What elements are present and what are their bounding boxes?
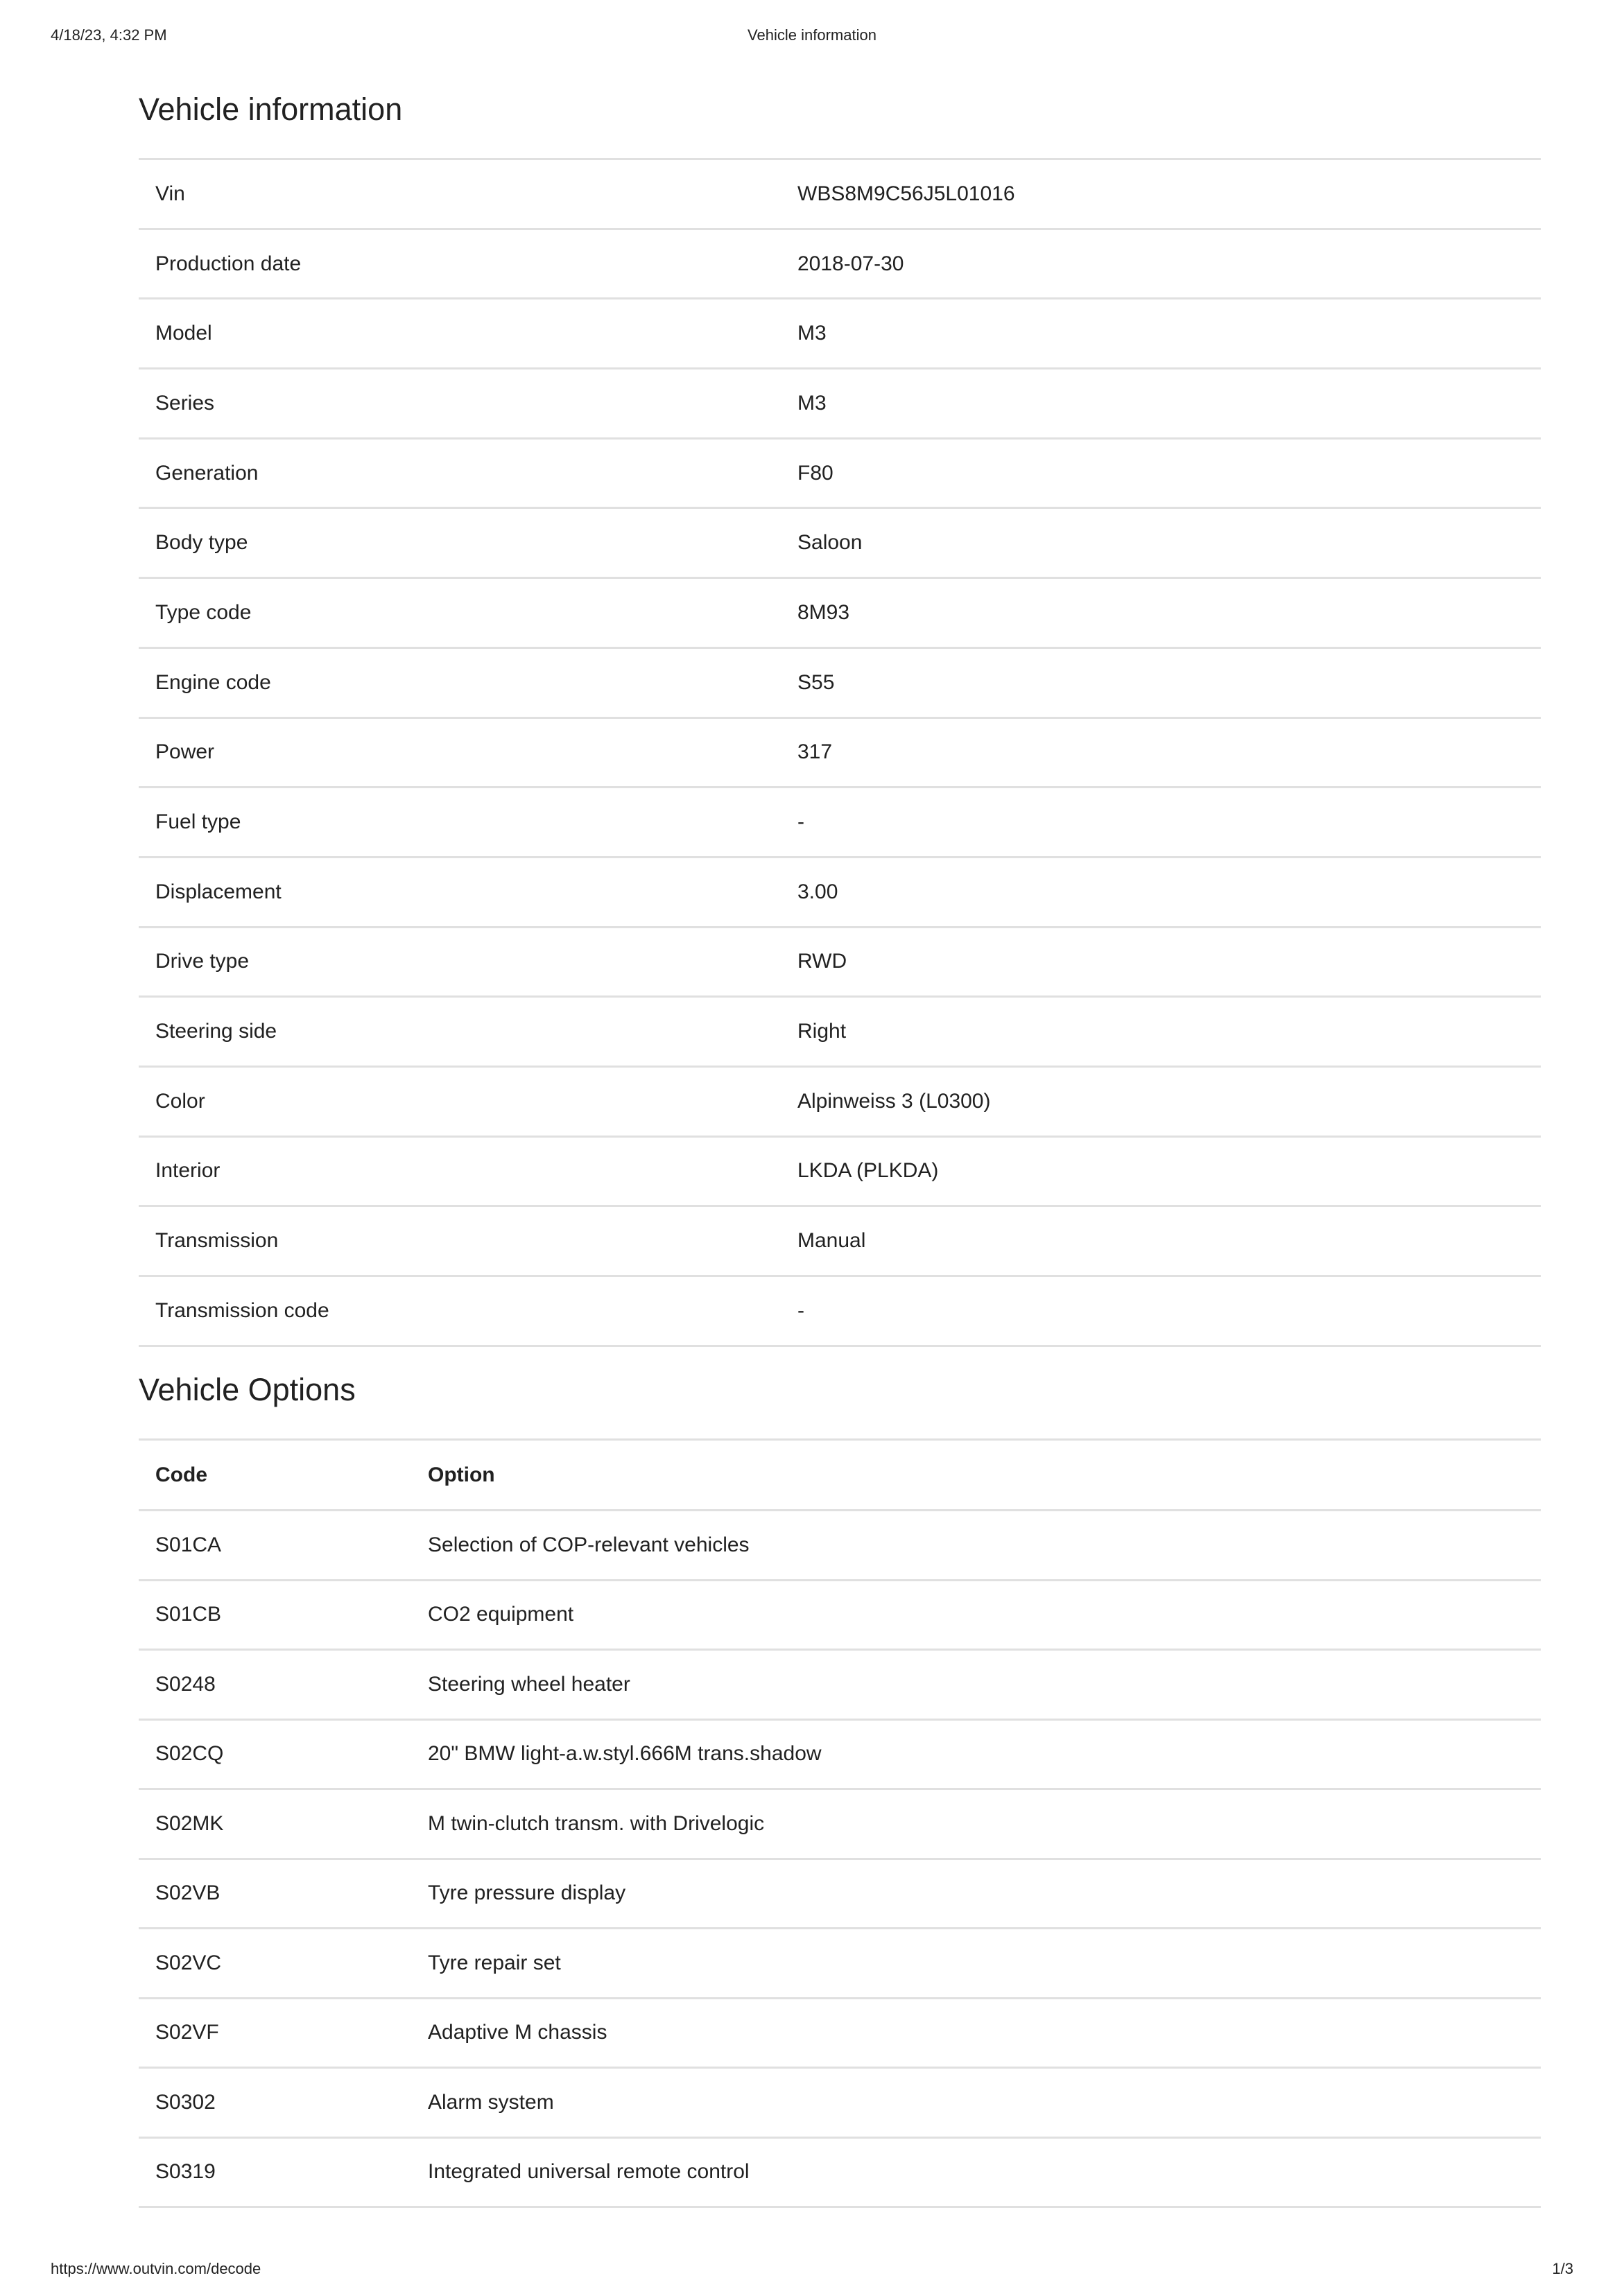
info-label: Vin <box>139 159 781 229</box>
info-value: M3 <box>781 299 1541 369</box>
info-label: Generation <box>139 438 781 508</box>
vehicle-information-heading: Vehicle information <box>139 92 403 127</box>
vehicle-information-section <box>139 89 1541 1347</box>
option-description: 20" BMW light-a.w.styl.666M trans.shadow <box>411 1719 1541 1789</box>
table-row <box>139 1719 1541 1789</box>
info-label: Fuel type <box>139 788 781 858</box>
option-description: Selection of COP-relevant vehicles <box>411 1511 1541 1581</box>
option-description: Integrated universal remote control <box>411 2137 1541 2207</box>
info-value: Saloon <box>781 508 1541 578</box>
info-value: S55 <box>781 647 1541 718</box>
option-code: S02MK <box>139 1789 411 1859</box>
option-code: S02CQ <box>139 1719 411 1789</box>
info-label: Drive type <box>139 927 781 997</box>
info-label: Model <box>139 299 781 369</box>
option-description: M twin-clutch transm. with Drivelogic <box>411 1789 1541 1859</box>
option-code: S02VB <box>139 1859 411 1929</box>
table-row <box>139 2068 1541 2138</box>
info-label: Power <box>139 718 781 788</box>
table-row <box>139 159 1541 229</box>
option-code: S02VC <box>139 1929 411 1999</box>
table-row <box>139 1206 1541 1276</box>
table-row <box>139 508 1541 578</box>
info-label: Engine code <box>139 647 781 718</box>
options-header-row <box>139 1440 1541 1511</box>
info-value: 3.00 <box>781 857 1541 927</box>
info-label: Interior <box>139 1136 781 1206</box>
info-value: LKDA (PLKDA) <box>781 1136 1541 1206</box>
info-value: Alpinweiss 3 (L0300) <box>781 1066 1541 1136</box>
vehicle-options-heading: Vehicle Options <box>139 1372 356 1407</box>
info-label: Transmission <box>139 1206 781 1276</box>
option-description: Steering wheel heater <box>411 1650 1541 1720</box>
info-label: Transmission code <box>139 1276 781 1346</box>
info-value: 317 <box>781 718 1541 788</box>
column-header-code: Code <box>139 1440 411 1511</box>
info-label: Displacement <box>139 857 781 927</box>
table-row <box>139 229 1541 299</box>
table-row <box>139 718 1541 788</box>
table-row <box>139 1066 1541 1136</box>
vehicle-options-table <box>139 1438 1541 2208</box>
table-row <box>139 788 1541 858</box>
table-row <box>139 438 1541 508</box>
info-value: 2018-07-30 <box>781 229 1541 299</box>
info-value: M3 <box>781 369 1541 439</box>
table-row <box>139 927 1541 997</box>
table-row <box>139 857 1541 927</box>
table-row <box>139 1650 1541 1720</box>
option-code: S02VF <box>139 1998 411 2068</box>
option-description: Tyre pressure display <box>411 1859 1541 1929</box>
page-url: https://www.outvin.com/decode <box>51 2260 261 2277</box>
info-value: - <box>781 1276 1541 1346</box>
info-label: Steering side <box>139 997 781 1067</box>
table-row <box>139 647 1541 718</box>
info-value: Right <box>781 997 1541 1067</box>
print-footer <box>0 2260 1624 2288</box>
option-code: S01CA <box>139 1511 411 1581</box>
table-row <box>139 1511 1541 1581</box>
table-row <box>139 1580 1541 1650</box>
table-row <box>139 1998 1541 2068</box>
option-code: S01CB <box>139 1580 411 1650</box>
table-row <box>139 369 1541 439</box>
vehicle-information-table <box>139 158 1541 1347</box>
option-description: Alarm system <box>411 2068 1541 2138</box>
info-value: - <box>781 788 1541 858</box>
info-value: 8M93 <box>781 578 1541 648</box>
table-row <box>139 1789 1541 1859</box>
table-row <box>139 1276 1541 1346</box>
option-code: S0302 <box>139 2068 411 2138</box>
option-description: Adaptive M chassis <box>411 1998 1541 2068</box>
print-header <box>0 26 1624 54</box>
option-description: Tyre repair set <box>411 1929 1541 1999</box>
page-number: 1/3 <box>1552 2260 1573 2277</box>
table-row <box>139 2137 1541 2207</box>
print-page-title: Vehicle information <box>748 26 876 44</box>
table-row <box>139 299 1541 369</box>
option-code: S0319 <box>139 2137 411 2207</box>
option-description: CO2 equipment <box>411 1580 1541 1650</box>
info-value: F80 <box>781 438 1541 508</box>
table-row <box>139 1859 1541 1929</box>
option-code: S0248 <box>139 1650 411 1720</box>
info-label: Color <box>139 1066 781 1136</box>
info-label: Body type <box>139 508 781 578</box>
info-value: Manual <box>781 1206 1541 1276</box>
table-row <box>139 997 1541 1067</box>
info-value: RWD <box>781 927 1541 997</box>
table-row <box>139 578 1541 648</box>
info-label: Production date <box>139 229 781 299</box>
column-header-option: Option <box>411 1440 1541 1511</box>
vehicle-options-section <box>139 1369 1541 2208</box>
info-value: WBS8M9C56J5L01016 <box>781 159 1541 229</box>
print-date: 4/18/23, 4:32 PM <box>51 26 167 44</box>
info-label: Series <box>139 369 781 439</box>
table-row <box>139 1136 1541 1206</box>
table-row <box>139 1929 1541 1999</box>
info-label: Type code <box>139 578 781 648</box>
